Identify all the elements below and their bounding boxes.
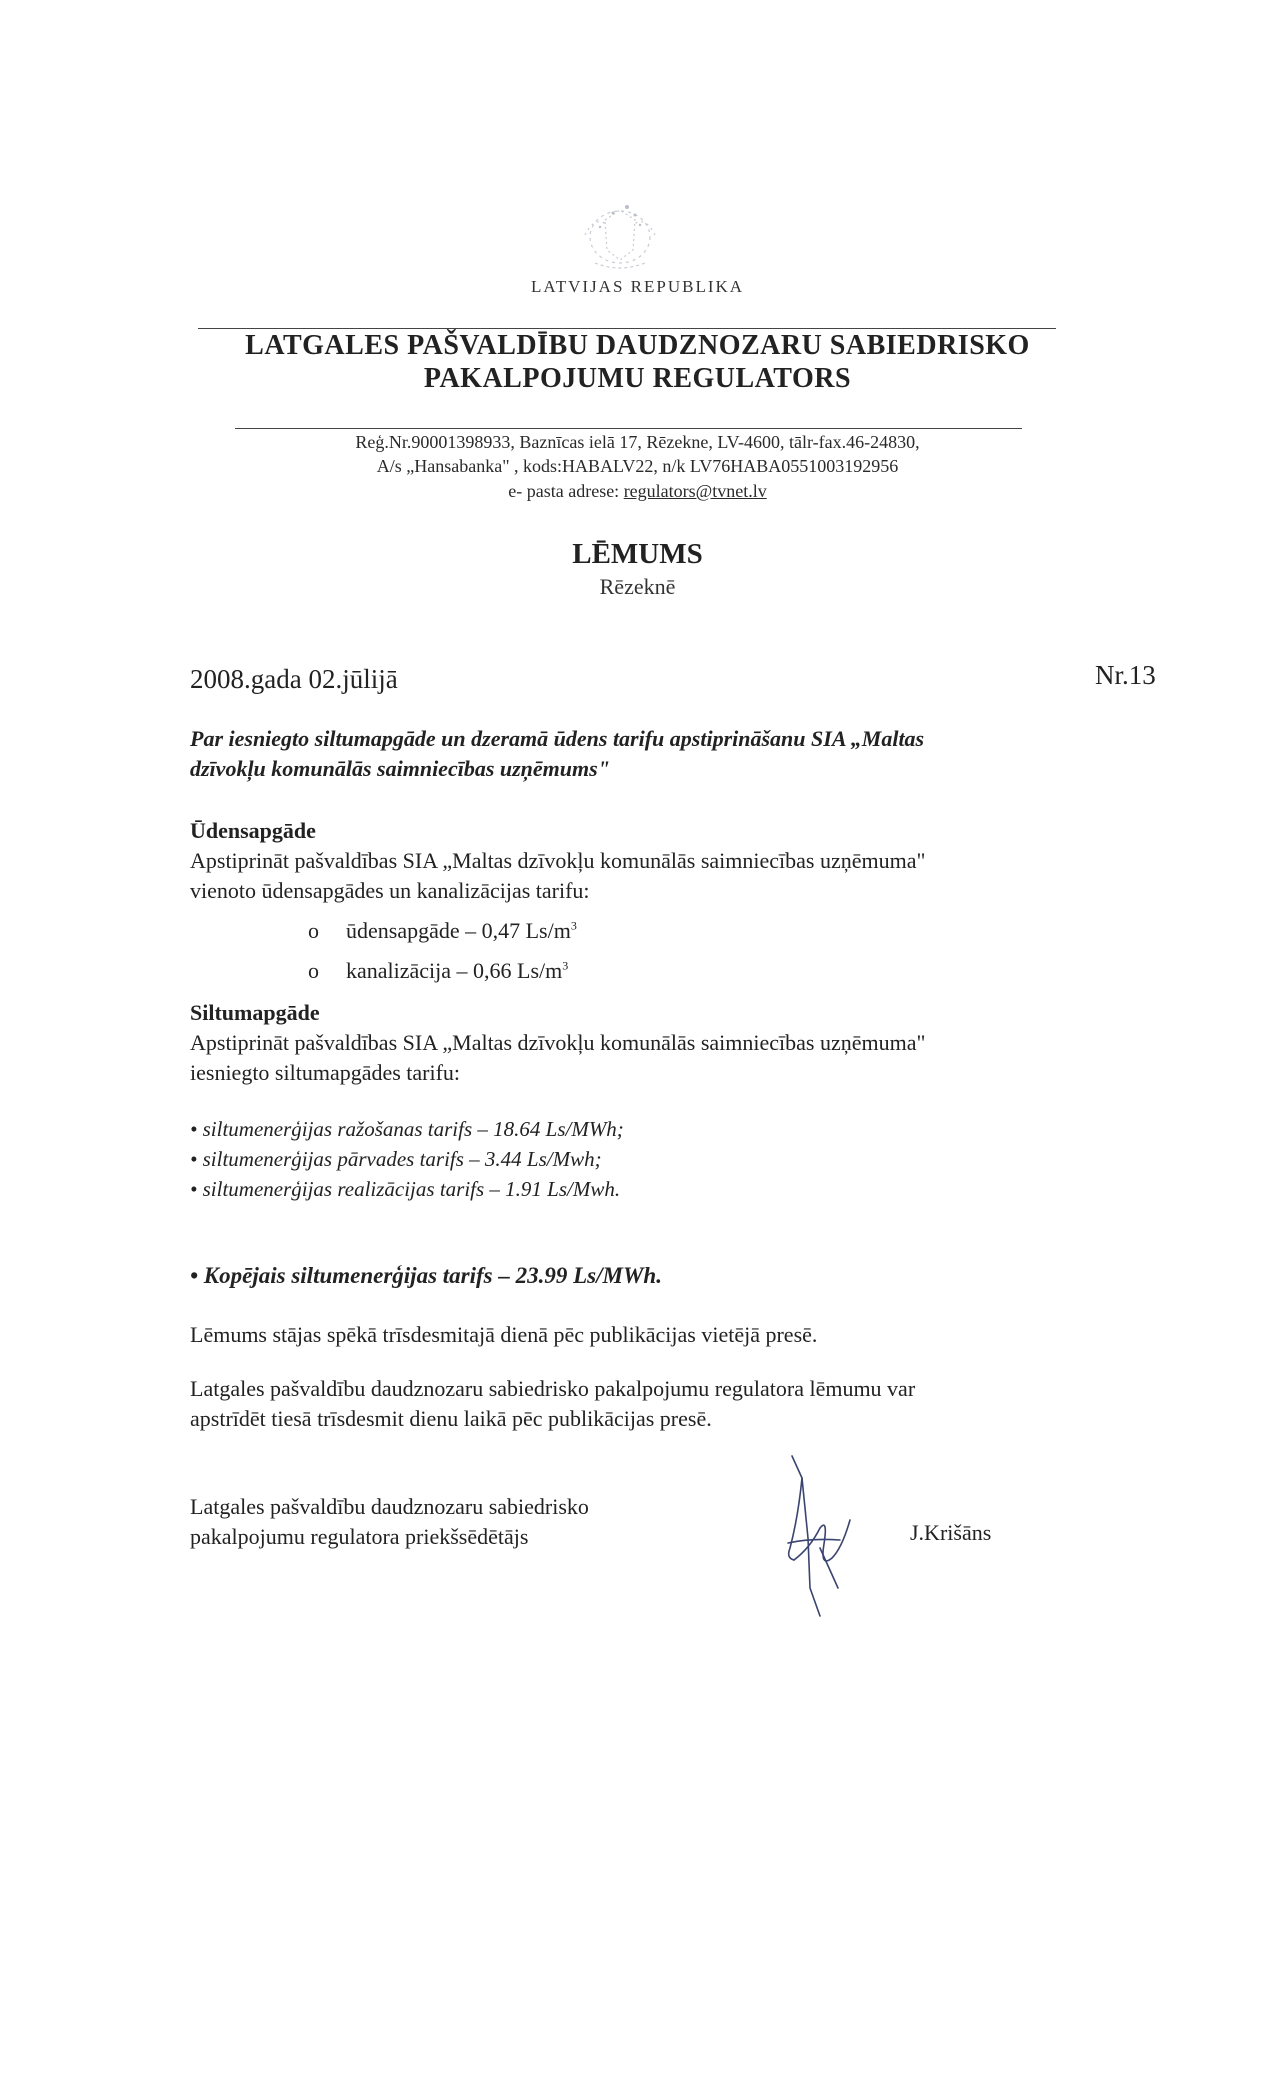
address-line2: A/s „Hansabanka" , kods:HABALV22, n/k LV76HABA0551003192956 [376,456,899,476]
effective-clause: Lēmums stājas spēkā trīsdesmitajā dienā pēc publikācijas vietējā presē. [190,1322,818,1347]
email-label: e- pasta adrese: [508,481,624,501]
header-rule-top [198,328,1056,329]
decision-date: 2008.gada 02.jūlijā [190,664,398,694]
heat-tariff-total: • Kopējais siltumenerģijas tarifs – 23.99 Ls/MWh. [190,1263,662,1288]
email-link[interactable]: regulators@tvnet.lv [623,481,767,501]
sewerage-item [308,958,568,984]
decision-subject [190,724,1070,784]
country-name: LATVIJAS REPUBLIKA [530,277,745,296]
appeal-clause [190,1374,1070,1434]
heat-tariff-production: • siltumenerģijas ražošanas tarifs – 18.64 Ls/MWh; [190,1117,624,1141]
list-marker: o [308,958,319,983]
unit-exponent: 3 [562,958,569,973]
water-text [190,846,1070,906]
water-heading: Ūdensapgāde [190,818,316,843]
address-line1: Reģ.Nr.90001398933, Baznīcas ielā 17, Rēzekne, LV-4600, tālr-fax.46-24830, [355,432,920,452]
coat-of-arms-icon [565,195,675,275]
sewerage-item-label: kanalizācija – 0,66 Ls/m [346,958,563,983]
subject-line2: dzīvokļu komunālās saimniecības uzņēmums" [190,756,610,781]
water-text-line1: Apstiprināt pašvaldības SIA „Maltas dzīvokļu komunālās saimniecības uzņēmuma" [190,848,926,873]
signatory-role-line1: Latgales pašvaldību daudznozaru sabiedrisko [190,1494,589,1519]
heat-text-line2: iesniegto siltumapgādes tarifu: [190,1060,461,1085]
heat-heading: Siltumapgāde [190,1000,320,1025]
organization-name-line2: PAKALPOJUMU REGULATORS [423,363,852,394]
signatory-role-line2: pakalpojumu regulatora priekšsēdētājs [190,1524,529,1549]
water-item-label: ūdensapgāde – 0,47 Ls/m [346,918,571,943]
email-line [0,481,1275,502]
appeal-line1: Latgales pašvaldību daudznozaru sabiedrisko pakalpojumu regulatora lēmumu var [190,1376,916,1401]
water-text-line2: vienoto ūdensapgādes un kanalizācijas tarifu: [190,878,590,903]
heat-text [190,1028,1070,1088]
heat-tariff-sales: • siltumenerģijas realizācijas tarifs – 1.91 Ls/Mwh. [190,1177,621,1201]
appeal-line2: apstrīdēt tiesā trīsdesmit dienu laikā pēc publikācijas presē. [190,1406,712,1431]
handwritten-signature-icon [780,1448,900,1618]
signatory-role [190,1492,589,1552]
decision-number: Nr.13 [1095,660,1156,690]
water-item [308,918,577,944]
signatory-name: J.Krišāns [910,1520,992,1545]
organization-name-line1: LATGALES PAŠVALDĪBU DAUDZNOZARU SABIEDRISKO [245,330,1030,361]
list-marker: o [308,918,319,943]
heat-tariff-transmission: • siltumenerģijas pārvades tarifs – 3.44 Ls/Mwh; [190,1147,602,1171]
unit-exponent: 3 [570,918,577,933]
subject-line1: Par iesniegto siltumapgāde un dzeramā ūdens tarifu apstiprināšanu SIA „Maltas [190,726,925,751]
heat-text-line1: Apstiprināt pašvaldības SIA „Maltas dzīvokļu komunālās saimniecības uzņēmuma" [190,1030,926,1055]
decision-title: LĒMUMS [572,538,703,570]
header-rule-bottom [235,428,1022,429]
decision-city: Rēzeknē [599,574,676,599]
